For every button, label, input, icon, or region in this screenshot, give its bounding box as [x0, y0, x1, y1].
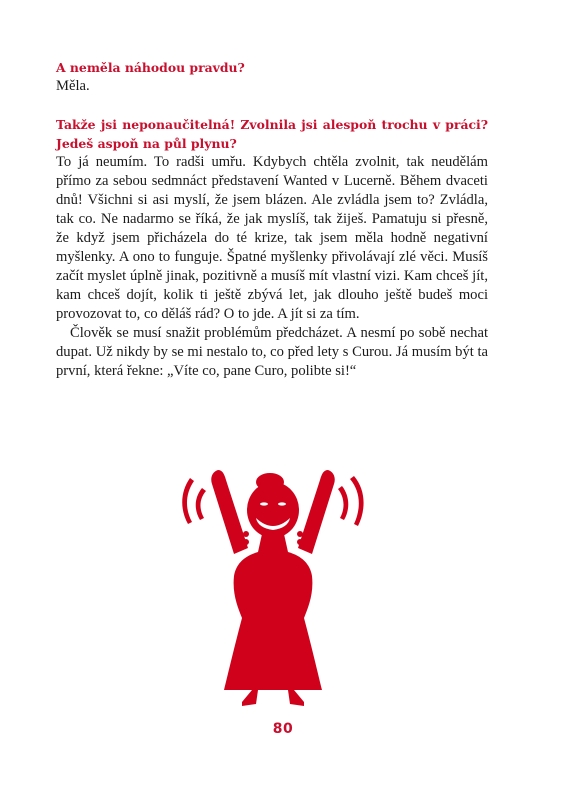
- interview-answer: Měla.: [56, 78, 90, 94]
- page-number: 80: [272, 721, 294, 737]
- interview-question: Takže jsi neponaučitelná! Zvolnila jsi alespoň trochu v práci? Jedeš aspoň na půl plynu?: [56, 117, 488, 151]
- interview-question: A neměla náhodou pravdu?: [56, 60, 245, 75]
- cheering-woman-illustration-icon: [178, 468, 368, 710]
- page-text: [56, 58, 488, 381]
- interview-answer: Člověk se musí snažit problémům předcházet. A nesmí po sobě nechat dupat. Už nikdy by se mi nestalo to, co před lety s Curou. Já musím být ta první, která řekne: „Víte co, pane Curo, polibte si!“: [56, 325, 488, 379]
- interview-answer: To já neumím. To radši umřu. Kdybych chtěla zvolnit, tak neudělám přímo za sebou sedmnáct představení Wanted v Lucerně. Během dvaceti dnů! Všichni si asi myslí, že jsem blázen. Ale zvládla jsem to? Zvládla, tak co. Ne nadarmo se říká, že jak myslíš, tak žiješ. Pamatuju si přesně, že když jsem přicházela do té krize, tak jsem měla hodně negativní myšlenky. A ono to funguje. Špatné myšlenky přivolávají zlé věci. Musíš začít myslet úplně jinak, pozitivně a musíš mít vlastní vizi. Kam chceš jít, kam chceš dojít, kolik ti ještě zbývá let, jak dlouho ještě budeš moci provozovat to, co děláš rád? O to jde. A jít si za tím.: [56, 154, 488, 322]
